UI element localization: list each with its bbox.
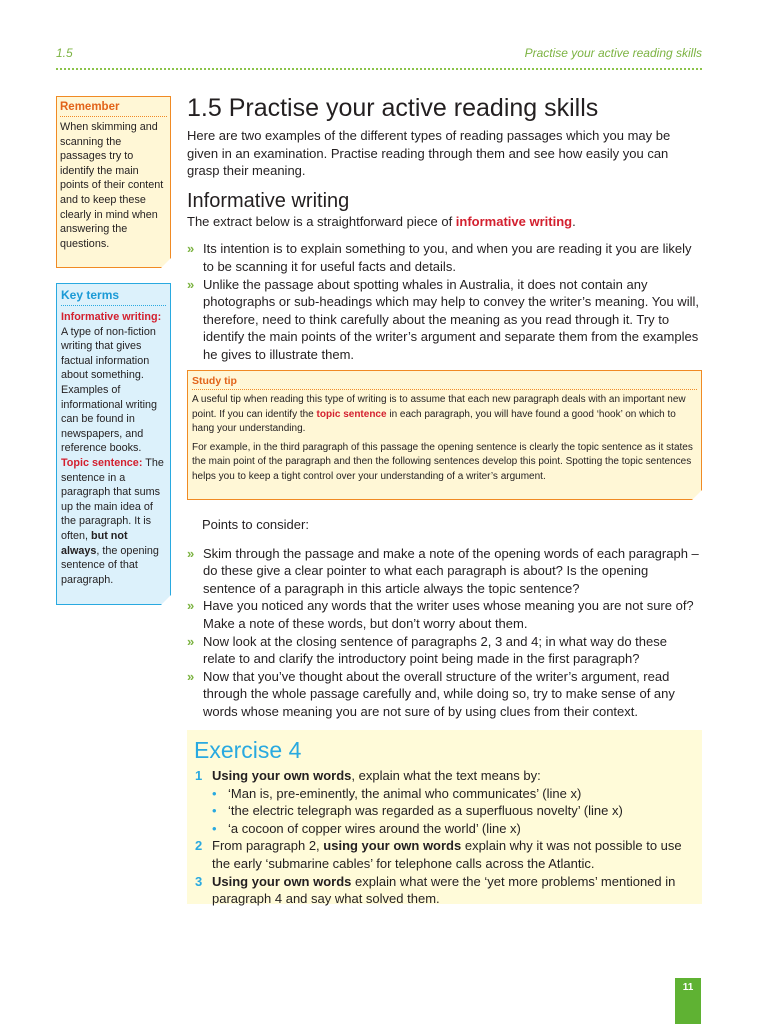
points-intro: Points to consider:: [202, 517, 309, 532]
quote-list: [212, 785, 697, 838]
question-list: [192, 767, 697, 908]
remember-title: Remember: [60, 101, 167, 117]
chevron-right-icon: »: [187, 545, 195, 561]
bullet-icon: •: [212, 820, 217, 836]
key-terms-title: Key terms: [61, 288, 166, 306]
subheading: Informative writing: [187, 189, 350, 212]
question-item: 1 Using your own words, explain what the text means by: • ‘Man is, pre-eminently, the animal who communicates’ (line x) • ‘the electric telegraph was regarded as a superfluous novelty’ (line x) • ‘a cocoon of copper wires around the world’ (line x): [192, 767, 697, 837]
remember-text: When skimming and scanning the passages try to identify the main points of their content and to keep these clearly in mind when answering the questions.: [60, 121, 164, 250]
page-fold-corner: [160, 594, 172, 606]
study-tip-paragraph: For example, in the third paragraph of this passage the opening sentence is clearly the topic sentence as it states the main point of the paragraph and then the following sentences develop this point. Spotting the topic sentences helps you to keep a tight control over your understanding of a writer’s argument.: [192, 441, 693, 482]
list-item: » Its intention is to explain something to you, and when you are reading it you are likely to be scanning it for useful facts and details.: [187, 241, 692, 274]
list-item: » Unlike the passage about spotting whales in Australia, it does not contain any photographs or sub-headings which may help to convey the writer’s meaning. You will, therefore, need to think carefully about the meaning as you read through it. Try to identify the main points of the writer’s argument and separate them from the examples he gives to illustrate them.: [187, 276, 699, 362]
list-item: » Have you noticed any words that the writer uses whose meaning you are not sure of? Make a note of these words, but don’t worry about them.: [187, 598, 694, 631]
list-item: » Now that you’ve thought about the overall structure of the writer’s argument, read through the whole passage carefully and, while doing so, try to make sense of any words whose meaning you are not sure of by using clues from their context.: [187, 668, 675, 719]
page-fold-corner: [691, 489, 703, 501]
list-item: » Skim through the passage and make a note of the opening words of each paragraph – do these give a clear pointer to what each paragraph is about? Is the opening sentence of a paragraph in this article always the topic sentence?: [187, 545, 699, 596]
list-item: » Now look at the closing sentence of paragraphs 2, 3 and 4; in what way do these relate to and clarify the introductory point being made in the first paragraph?: [187, 633, 667, 667]
list-item: • ‘a cocoon of copper wires around the world’ (line x): [212, 820, 521, 836]
key-terms-box: [56, 283, 171, 605]
chevron-right-icon: »: [187, 276, 195, 292]
exercise-box: [187, 730, 702, 907]
page-number: 11: [675, 978, 701, 1024]
chevron-right-icon: »: [187, 241, 195, 257]
lead-paragraph: The extract below is a straightforward piece of informative writing.: [187, 213, 576, 229]
question-number: 1: [195, 768, 203, 783]
main-content: [187, 92, 702, 364]
study-tip-title: Study tip: [192, 375, 697, 390]
question-item: 2 From paragraph 2, using your own words explain why it was not possible to use the early ‘submarine cables’ for telephone calls across the Atlantic.: [195, 838, 682, 871]
page-fold-corner: [160, 257, 172, 269]
bullet-icon: •: [212, 785, 217, 801]
study-tip-box: [187, 370, 702, 500]
chevron-right-icon: »: [187, 668, 195, 684]
key-term-definition: A type of non-fiction writing that gives factual information about something. Examples of informational writing can be found in newspapers, and reference books.: [61, 325, 158, 455]
page-title: 1.5 Practise your active reading skills: [187, 94, 599, 122]
running-header: [56, 46, 702, 62]
key-term-definition: , the opening sentence of that paragraph.: [61, 544, 159, 586]
header-divider: [56, 68, 702, 70]
exercise-title: Exercise 4: [194, 737, 302, 763]
bullet-icon: •: [212, 803, 217, 819]
question-number: 3: [195, 873, 203, 889]
key-term-highlight: informative writing: [455, 213, 573, 229]
study-tip-paragraph: A useful tip when reading this type of writing is to assume that each new paragraph deals with an important new point. If you can identify the topic sentence in each paragraph, you will have found a good ‘hook’ on which to hang your understanding.: [192, 394, 686, 434]
key-terms-body: Informative writing: A type of non-fiction writing that gives factual information about something. Examples of informational writing can be found in newspapers, and reference books. Topic sentence: The sentence in a paragraph that sums up the main idea of the paragraph. It is often, but not always, the opening sentence of that paragraph.: [61, 311, 164, 586]
header-running-title: Practise your active reading skills: [524, 46, 702, 60]
question-number: 2: [195, 838, 203, 854]
key-term-topic-sentence: Topic sentence: [61, 456, 139, 469]
bullet-list: [187, 240, 702, 363]
key-term-informative-writing: Informative writing: [61, 311, 158, 323]
key-term-emphasis: but not always: [61, 529, 128, 557]
key-term-definition: The sentence in a paragraph that sums up the main idea of the paragraph. It is often,: [61, 456, 164, 542]
points-section: [187, 516, 702, 721]
remember-box: [56, 96, 171, 268]
key-term-highlight: topic sentence: [316, 408, 387, 420]
chevron-right-icon: »: [187, 633, 195, 649]
header-section-number: 1.5: [56, 46, 73, 60]
list-item: • ‘Man is, pre-eminently, the animal who communicates’ (line x): [212, 785, 582, 801]
intro-paragraph: Here are two examples of the different types of reading passages which you may be given in an examination. Practise reading through them and see how easily you can grasp their meaning.: [187, 128, 671, 179]
bullet-list: [187, 545, 702, 721]
question-item: 3 Using your own words explain what were the ‘yet more problems’ mentioned in paragraph 4 and say what solved them.: [195, 873, 676, 907]
list-item: • ‘the electric telegraph was regarded as a superfluous novelty’ (line x): [212, 803, 623, 819]
chevron-right-icon: »: [187, 598, 195, 614]
